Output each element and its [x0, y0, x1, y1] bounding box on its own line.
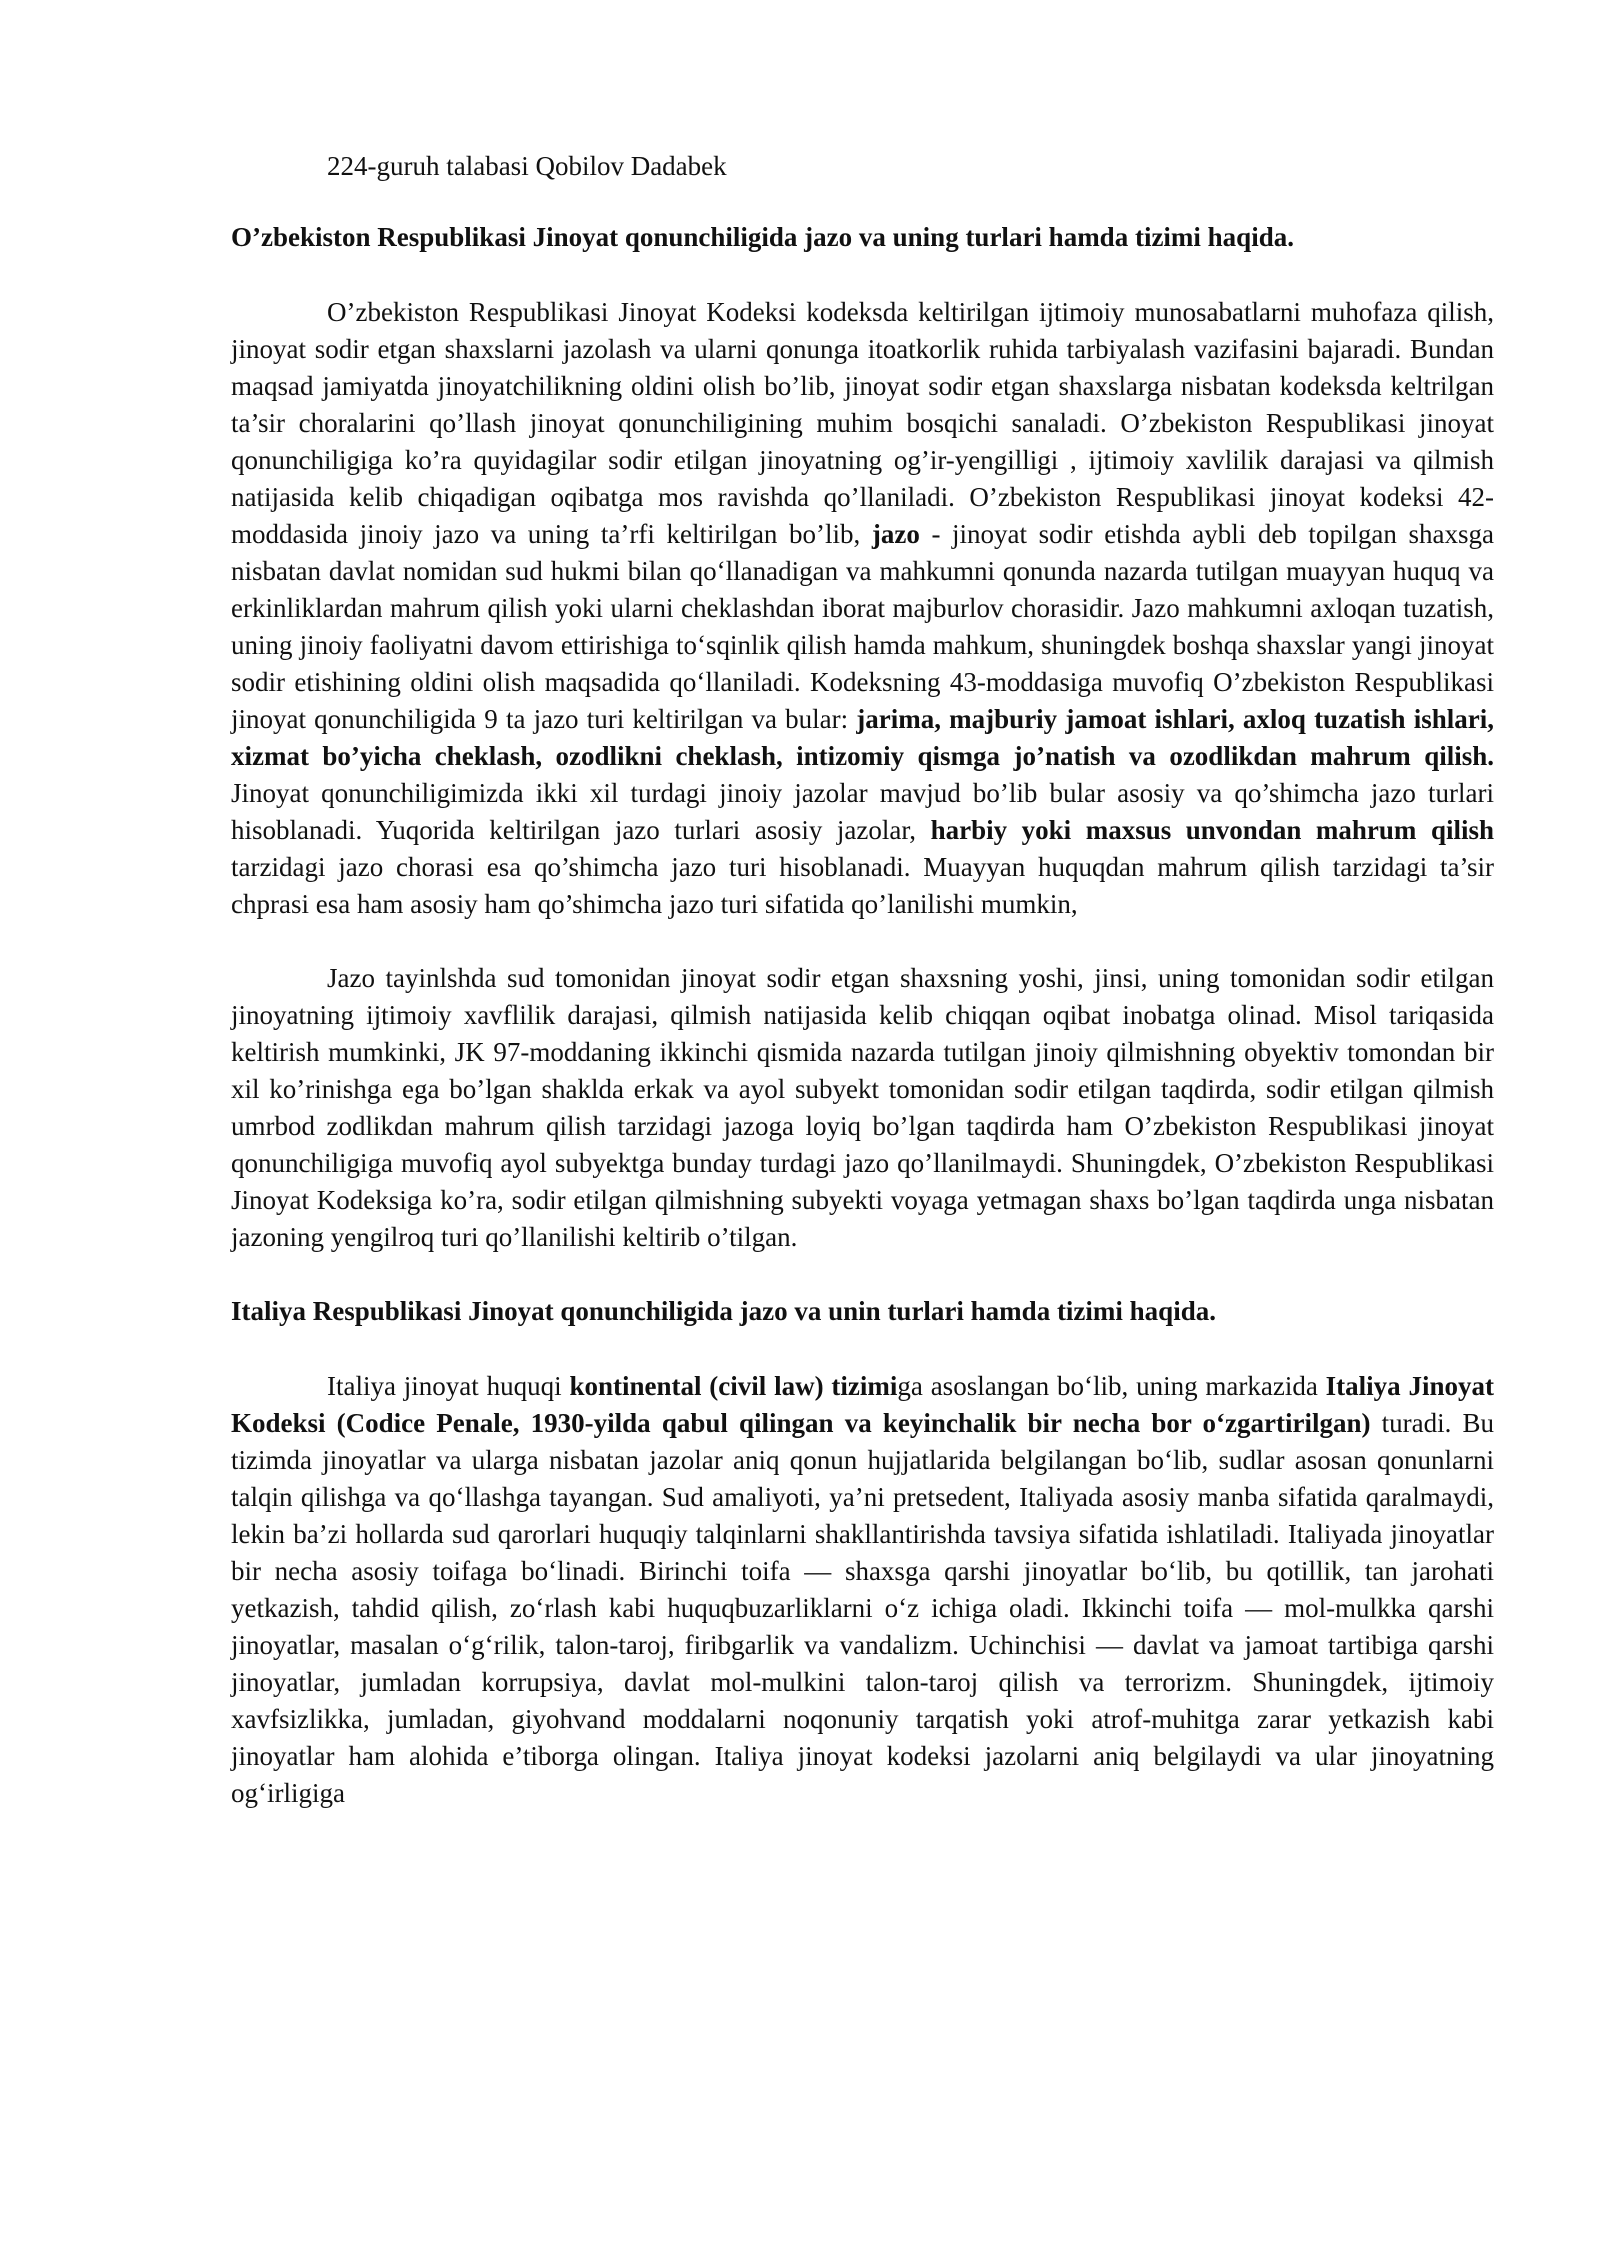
text-segment: Italiya jinoyat huquqi: [327, 1371, 570, 1401]
bold-term: Italiya Jinoyat Kodeksi (Codice Penale, 1930-yilda qabul qilingan va keyinchalik bir necha bor o‘zgartirilgan): [231, 1371, 1494, 1438]
text-segment: O’zbekiston Respublikasi Jinoyat Kodeksi kodeksda keltirilgan ijtimoiy munosabatlarni muhofaza qilish, jinoyat sodir etgan shaxslarni jazolash va ularni qonunga itoatkorlik ruhida tarbiyalash vazifasini bajaradi. Bundan maqsad jamiyatda jinoyatchilikning oldini olish bo’lib, jinoyat sodir etgan shaxslarga nisbatan kodeksda keltrilgan ta’sir choralarini qo’llash jinoyat qonunchiligining muhim bosqichi sanaladi. O’zbekiston Respublikasi jinoyat qonunchiligiga ko’ra quyidagilar sodir etilgan jinoyatning og’ir-yengilligi , ijtimoiy xavlilik darajasi va qilmish natijasida kelib chiqadigan oqibatga mos ravishda qo’llaniladi. O’zbekiston Respublikasi jinoyat kodeksi 42-moddasida jinoiy jazo va uning ta’rfi keltirilgan bo’lib,: [231, 297, 1494, 549]
section-2-paragraph-1: [231, 1368, 1494, 1812]
text-segment: Jazo tayinlshda sud tomonidan jinoyat sodir etgan shaxsning yoshi, jinsi, uning tomonidan sodir etilgan jinoyatning ijtimoiy xavflilik darajasi, qilmish natijasida kelib chiqqan oqibat inobatga olinad. Misol tariqasida keltirish mumkinki, JK 97-moddaning ikkinchi qismida nazarda tutilgan jinoiy qilmishning obyektiv tomondan bir xil ko’rinishga ega bo’lgan shaklda erkak va ayol subyekt tomonidan sodir etilgan taqdirda, sodir etilgan qilmish umrbod zodlikdan mahrum qilish tarzidagi jazoga loyiq bo’lgan taqdirda ham O’zbekiston Respublikasi jinoyat qonunchiligiga muvofiq ayol subyektga bunday turdagi jazo qo’llanilmaydi. Shuningdek, O’zbekiston Respublikasi Jinoyat Kodeksiga ko’ra, sodir etilgan qilmishning subyekti voyaga yetmagan shaxs bo’lgan taqdirda unga nisbatan jazoning yengilroq turi qo’llanilishi keltirib o’tilgan.: [231, 963, 1494, 1252]
bold-term: kontinental (civil law) tizimi: [569, 1371, 898, 1401]
section-1-paragraph-2: [231, 960, 1494, 1256]
section-2-heading: Italiya Respublikasi Jinoyat qonunchiligida jazo va unin turlari hamda tizimi haqida.: [231, 1296, 1216, 1326]
section-1-heading: O’zbekiston Respublikasi Jinoyat qonunchiligida jazo va uning turlari hamda tizimi haqida.: [231, 222, 1294, 252]
text-segment: tarzidagi jazo chorasi esa qo’shimcha jazo turi hisoblanadi. Muayyan huquqdan mahrum qilish tarzidagi ta’sir chprasi esa ham asosiy ham qo’shimcha jazo turi sifatida qo’lanilishi mumkin,: [231, 852, 1494, 919]
text-segment: turadi. Bu tizimda jinoyatlar va ularga nisbatan jazolar aniq qonun hujjatlarida belgilangan bo‘lib, sudlar asosan qonunlarni talqin qilishga va qo‘llashga tayangan. Sud amaliyoti, ya’ni pretsedent, Italiyada asosiy manba sifatida qaralmaydi, lekin ba’zi hollarda sud qarorlari huquqiy talqinlarni shakllantirishda tavsiya sifatida ishlatiladi. Italiyada jinoyatlar bir necha asosiy toifaga bo‘linadi. Birinchi toifa — shaxsga qarshi jinoyatlar bo‘lib, bu qotillik, tan jarohati yetkazish, tahdid qilish, zo‘rlash kabi huquqbuzarliklarni o‘z ichiga oladi. Ikkinchi toifa — mol-mulkka qarshi jinoyatlar, masalan o‘g‘rilik, talon-taroj, firibgarlik va vandalizm. Uchinchisi — davlat va jamoat tartibiga qarshi jinoyatlar, jumladan korrupsiya, davlat mol-mulkini talon-taroj qilish va terrorizm. Shuningdek, ijtimoiy xavfsizlikka, jumladan, giyohvand moddalarni noqonuniy tarqatish yoki atrof-muhitga zarar yetkazish kabi jinoyatlar ham alohida e’tiborga olingan. Italiya jinoyat kodeksi jazolarni aniq belgilaydi va ular jinoyatning og‘irligiga: [231, 1408, 1494, 1808]
bold-term: harbiy yoki maxsus unvondan mahrum qilish: [930, 815, 1494, 845]
section-1-paragraph-1: [231, 294, 1494, 923]
text-segment: ga asoslangan bo‘lib, uning markazida: [897, 1371, 1326, 1401]
author-line: 224-guruh talabasi Qobilov Dadabek: [327, 151, 727, 181]
bold-term: jarima, majburiy jamoat ishlari, axloq tuzatish ishlari, xizmat bo’yicha cheklash, ozodlikni cheklash, intizomiy qismga jo’natish va ozodlikdan mahrum qilish.: [231, 704, 1494, 771]
document-page: [231, 148, 1494, 1849]
text-segment: - jinoyat sodir etishda aybli deb topilgan shaxsga nisbatan davlat nomidan sud hukmi bilan qo‘llanadigan va mahkumni qonunda nazarda tutilgan muayyan huquq va erkinliklardan mahrum qilish yoki ularni cheklashdan iborat majburlov chorasidir. Jazo mahkumni axloqan tuzatish, uning jinoiy faoliyatni davom ettirishiga to‘sqinlik qilish hamda mahkum, shuningdek boshqa shaxslar yangi jinoyat sodir etishining oldini olish maqsadida qo‘llaniladi. Kodeksning 43-moddasiga muvofiq O’zbekiston Respublikasi jinoyat qonunchiligida 9 ta jazo turi keltirilgan va bular:: [231, 519, 1494, 734]
bold-term: jazo: [871, 519, 920, 549]
text-segment: Jinoyat qonunchiligimizda ikki xil turdagi jinoiy jazolar mavjud bo’lib bular asosiy va qo’shimcha jazo turlari hisoblanadi. Yuqorida keltirilgan jazo turlari asosiy jazolar,: [231, 778, 1494, 845]
